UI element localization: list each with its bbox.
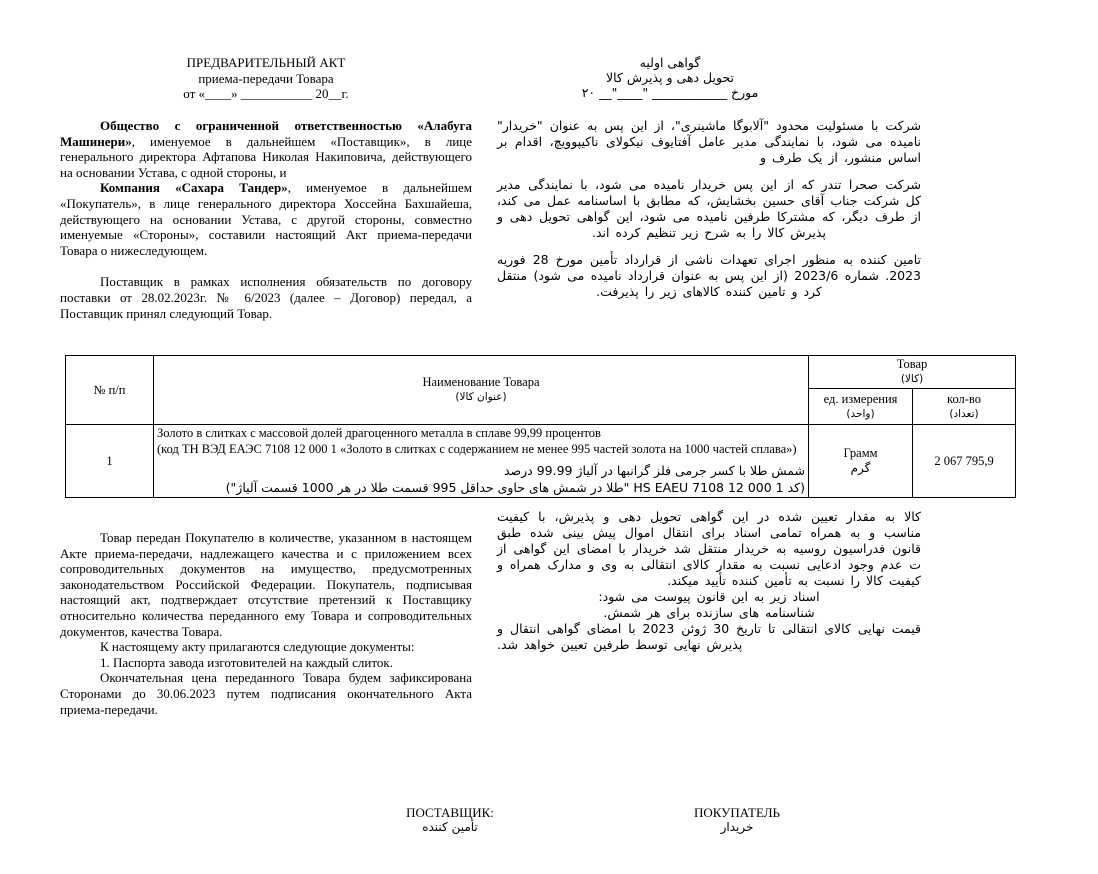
attached-docs-item-ru: 1. Паспорта завода изготовителей на каждый слиток. bbox=[100, 654, 393, 670]
doc-title-fa: گواهی اولیه bbox=[639, 55, 701, 70]
closing-paragraph-fa-2: قیمت نهایی کالای انتقالی تا تاریخ 30 ژوئن 2023 با امضای گواهی انتقال و پذیرش نهایی توسط طرفین تعیین خواهد شد. bbox=[497, 621, 922, 652]
col-header-unit-fa: (واحد) bbox=[846, 407, 875, 420]
quantity-cell: 2 067 795,9 bbox=[913, 425, 1016, 498]
attached-docs-intro-ru: К настоящему акту прилагаются следующие документы: bbox=[100, 639, 415, 655]
closing-paragraph-fa-1: کالا به مقدار تعیین شده در این گواهی تحویل دهی و پذیرش، با کیفیت مناسب و به همراه تمامی اسناد برای انتقال اموال پیش بینی شده طبق قانون فدراسیون روسیه به خریدار منتقل شد خریدار با امضای این گواهی از ت عدم وجود ادعایی نسبت به مقدار کالای انتقالی به وی و مدارک همراه و کیفیت کالا را نسبت به تأمین کننده تأیید میکند. bbox=[497, 509, 921, 588]
goods-description-ru-line1: Золото в слитках с массовой долей драгоценного металла в сплаве 99,99 процентов bbox=[157, 426, 601, 440]
goods-description-fa-line1: شمش طلا با کسر جرمی فلز گرانبها در آلیاژ 99.99 درصد bbox=[503, 463, 805, 478]
col-header-qty-fa: (تعداد) bbox=[949, 407, 979, 420]
supplier-signature-block bbox=[406, 805, 494, 835]
supplier-label-ru: ПОСТАВЩИК: bbox=[406, 805, 494, 820]
doc-date-line-ru: от «____» ___________ 20__г. bbox=[183, 86, 349, 101]
intro-paragraph-ru-3: Поставщик в рамках исполнения обязательств по договору поставки от 28.02.2023г. № 6/2023 (далее – Договор) передал, а Поставщик принял следующий Товар. bbox=[60, 274, 472, 321]
goods-description-ru-line2: (код ТН ВЭД ЕАЭС 7108 12 000 1 «Золото в слитках с содержанием не менее 995 частей золота на 1000 частей сплава») bbox=[157, 441, 797, 456]
col-header-goods: Товар (کالا) bbox=[809, 356, 1016, 389]
col-header-name: Наименование Товара (عنوان کالا) bbox=[154, 356, 809, 425]
supplier-name-ru: Общество с ограниченной ответственностью «Алабуга Машинери» bbox=[60, 118, 472, 149]
unit-cell: Грамм گرم bbox=[809, 425, 913, 498]
intro-paragraph-fa-1: شرکت با مسئولیت محدود "آلابوگا ماشینری"، از این پس به عنوان "خریدار" نامیده می شود، با نمایندگی مدیر عامل آفتایوف نیکولای ناکیپوویچ، اقدام بر اساس منشور، از یک طرف و bbox=[497, 118, 921, 165]
supplier-label-fa: تأمین کننده bbox=[422, 820, 478, 834]
attached-docs-item-fa: شناسنامه های سازنده برای هر شمش. bbox=[603, 605, 815, 620]
goods-description-fa-line2: (کد HS EAEU 7108 12 000 1 "طلا در شمش های حاوی حداقل 995 قسمت طلا در هر 1000 قسمت آلیاژ") bbox=[225, 480, 805, 495]
doc-date-line-fa: مورخ ____________ "____"__ ۲۰ bbox=[581, 85, 759, 100]
title-block-ru bbox=[60, 55, 472, 102]
table-row bbox=[66, 425, 1016, 498]
buyer-label-ru: ПОКУПАТЕЛЬ bbox=[693, 805, 781, 820]
closing-column-ru bbox=[60, 530, 472, 717]
intro-column-fa bbox=[497, 118, 921, 311]
col-header-goods-fa: (کالا) bbox=[900, 373, 924, 385]
doc-subtitle-ru: приема-передачи Товара bbox=[198, 70, 334, 86]
unit-cell-fa: گرم bbox=[850, 461, 871, 475]
goods-table bbox=[65, 355, 1016, 498]
intro-paragraph-ru-1: Общество с ограниченной ответственностью «Алабуга Машинери», именуемое в дальнейшем «Поставщик», в лице генерального директора Афтапова Николая Накиповича, действующего на основании Устава, с одной стороны, и bbox=[60, 118, 472, 180]
intro-paragraph-fa-3: تامین کننده به منظور اجرای تعهدات ناشی از قرارداد تأمین مورخ 28 فوریه 2023. شماره 2023/6 (از این پس به عنوان قرارداد نامیده می شود) منتقل کرد و تامین کننده کالاهای زیر را پذیرفت. bbox=[497, 252, 921, 299]
intro-paragraph-fa-2: شرکت صحرا تندر که از این پس خریدار نامیده می شود، با نمایندگی مدیر کل شرکت جناب آقای حسین بخشایش، که مطابق با اساسنامه عمل می کند، از طرف دیگر، که مشترکا طرفین نامیده می شود، این گواهی تحویل دهی و پذیرش کالا را به شرح زیر تنظیم کرده اند. bbox=[497, 177, 921, 240]
col-header-number: № п/п bbox=[66, 356, 154, 425]
closing-paragraph-ru-1: Товар передан Покупателю в количестве, указанном в настоящем Акте приема-передачи, надлежащего качества и с приложением всех сопроводительных документов на имущество, предусмотренных законодательством Российской Федерации. Покупатель, подписывая настоящий акт, подтверждает отсутствие претензий к Поставщику относительно количества переданного ему Товара и сопроводительных документов, качества Товара. bbox=[60, 530, 472, 639]
intro-paragraph-ru-2: Компания «Сахара Тандер», именуемое в дальнейшем «Покупатель», в лице генерального директора Хоссейна Бахшайеша, действующего на основании Устава, с другой стороны, совместно именуемые «Стороны», составили настоящий Акт приема-передачи Товара о нижеследующем. bbox=[60, 180, 472, 258]
title-block-fa bbox=[520, 55, 820, 100]
doc-subtitle-fa: تحویل دهی و پذیرش کالا bbox=[605, 70, 735, 85]
col-header-name-fa: (عنوان کالا) bbox=[455, 391, 507, 403]
row-number-cell: 1 bbox=[66, 425, 154, 498]
attached-docs-intro-fa: اسناد زیر به این قانون پیوست می شود: bbox=[598, 589, 820, 604]
doc-title-ru: ПРЕДВАРИТЕЛЬНЫЙ АКТ bbox=[186, 55, 346, 70]
buyer-name-ru: Компания «Сахара Тандер» bbox=[100, 180, 288, 196]
closing-column-fa bbox=[497, 509, 921, 664]
col-header-qty: кол-во (تعداد) bbox=[913, 389, 1016, 425]
col-header-unit: ед. измерения (واحد) bbox=[809, 389, 913, 425]
buyer-label-fa: خریدار bbox=[720, 820, 754, 834]
closing-paragraph-ru-2: Окончательная цена переданного Товара будем зафиксирована Сторонами до 30.06.2023 путем подписания окончательного Акта приема-передачи. bbox=[60, 670, 472, 717]
intro-column-ru bbox=[60, 118, 472, 321]
goods-description-cell bbox=[154, 425, 809, 498]
buyer-signature-block bbox=[694, 805, 780, 835]
